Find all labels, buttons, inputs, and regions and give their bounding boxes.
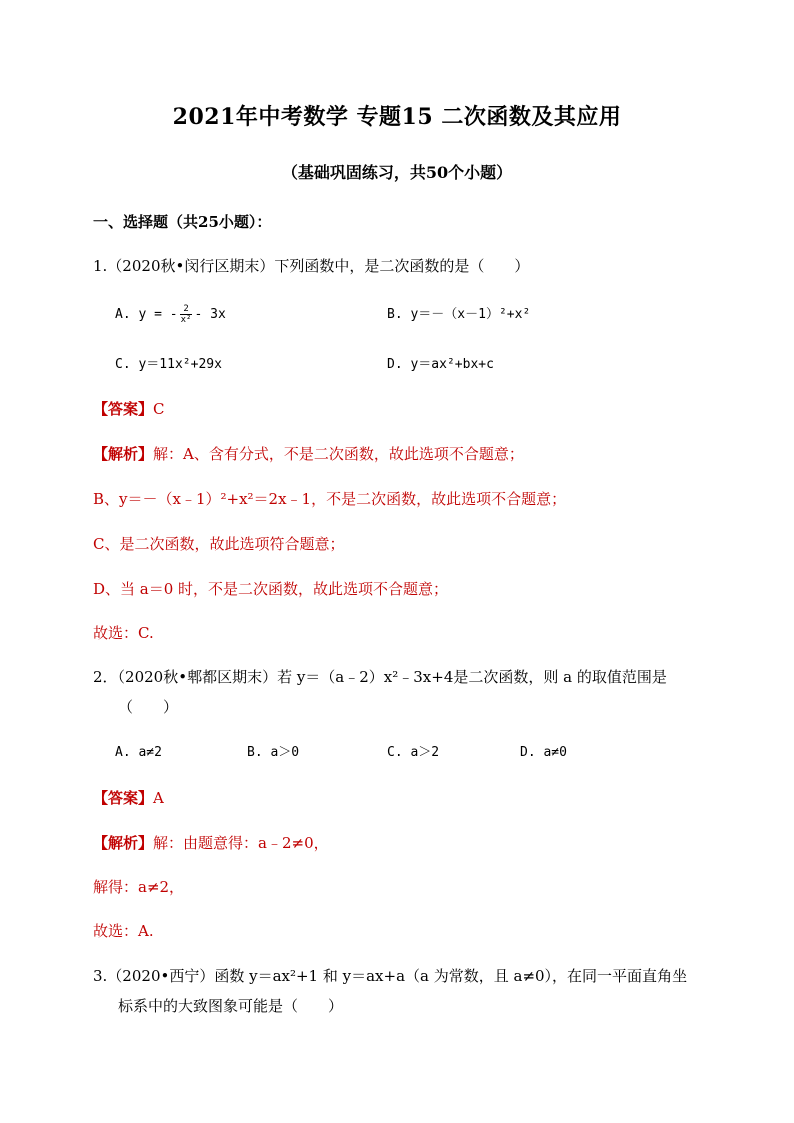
q1-answer xyxy=(93,399,165,419)
q1-option-a-denominator: x² xyxy=(180,315,192,325)
q1-option-b: B. y＝－（x－1）²+x² xyxy=(387,307,531,322)
q2-analysis xyxy=(93,833,329,853)
q1-analysis xyxy=(93,444,524,464)
q1-analysis-line: C、是二次函数，故此选项符合题意； xyxy=(93,535,345,553)
q1-answer-value: C xyxy=(153,400,165,418)
q2-answer-tag: 【答案】 xyxy=(93,789,154,807)
q1-option-a-prefix: A. y = - xyxy=(115,307,178,322)
q1-answer-tag: 【答案】 xyxy=(93,400,154,418)
q1-analysis-line: D、当 a＝0 时，不是二次函数，故此选项不合题意； xyxy=(93,580,449,598)
q1-option-a xyxy=(115,304,226,326)
q1-analysis-first: 解：A、含有分式，不是二次函数，故此选项不合题意； xyxy=(153,445,524,463)
q2-option-b: B. a＞0 xyxy=(247,745,300,760)
q2-stem-line1: 2．（2020秋•郫都区期末）若 y＝（a﹣2）x²﹣3x+4是二次函数，则 a 的取值范围是 xyxy=(93,668,667,686)
q2-option-d: D. a≠0 xyxy=(520,745,567,760)
q1-option-d: D. y＝ax²+bx+c xyxy=(387,357,494,372)
section-heading: 一、选择题（共25小题）： xyxy=(93,213,272,231)
q2-option-c: C. a＞2 xyxy=(387,745,440,760)
q1-choose: 故选：C. xyxy=(93,624,154,642)
q1-option-c: C. y＝11x²+29x xyxy=(115,357,222,372)
q2-answer xyxy=(93,788,164,808)
q2-answer-value: A xyxy=(153,789,164,807)
q2-solve: 解得：a≠2， xyxy=(93,878,185,896)
q2-stem-line2: （ ） xyxy=(118,698,179,716)
q1-analysis-line: B、y＝－（x﹣1）²+x²＝2x﹣1，不是二次函数，故此选项不合题意； xyxy=(93,490,567,508)
q1-option-a-numerator: 2 xyxy=(180,304,193,315)
q2-choose: 故选：A. xyxy=(93,922,154,940)
q2-option-a: A. a≠2 xyxy=(115,745,162,760)
q2-analysis-tag: 【解析】 xyxy=(93,834,154,852)
page-title: 2021年中考数学 专题15 二次函数及其应用 xyxy=(172,104,622,130)
q2-analysis-first: 解：由题意得：a﹣2≠0， xyxy=(153,834,329,852)
page-subtitle: （基础巩固练习，共50个小题） xyxy=(281,163,513,182)
q1-analysis-tag: 【解析】 xyxy=(93,445,154,463)
q1-option-a-fraction xyxy=(180,304,193,325)
q3-stem-line2: 标系中的大致图象可能是（ ） xyxy=(118,997,344,1015)
q1-stem: 1.（2020秋•闵行区期末）下列函数中，是二次函数的是（ ） xyxy=(93,257,530,275)
q1-option-a-suffix: - 3x xyxy=(194,307,226,322)
q3-stem-line1: 3.（2020•西宁）函数 y＝ax²+1 和 y＝ax+a（a 为常数，且 a≠0），在同一平面直角坐 xyxy=(93,967,688,985)
